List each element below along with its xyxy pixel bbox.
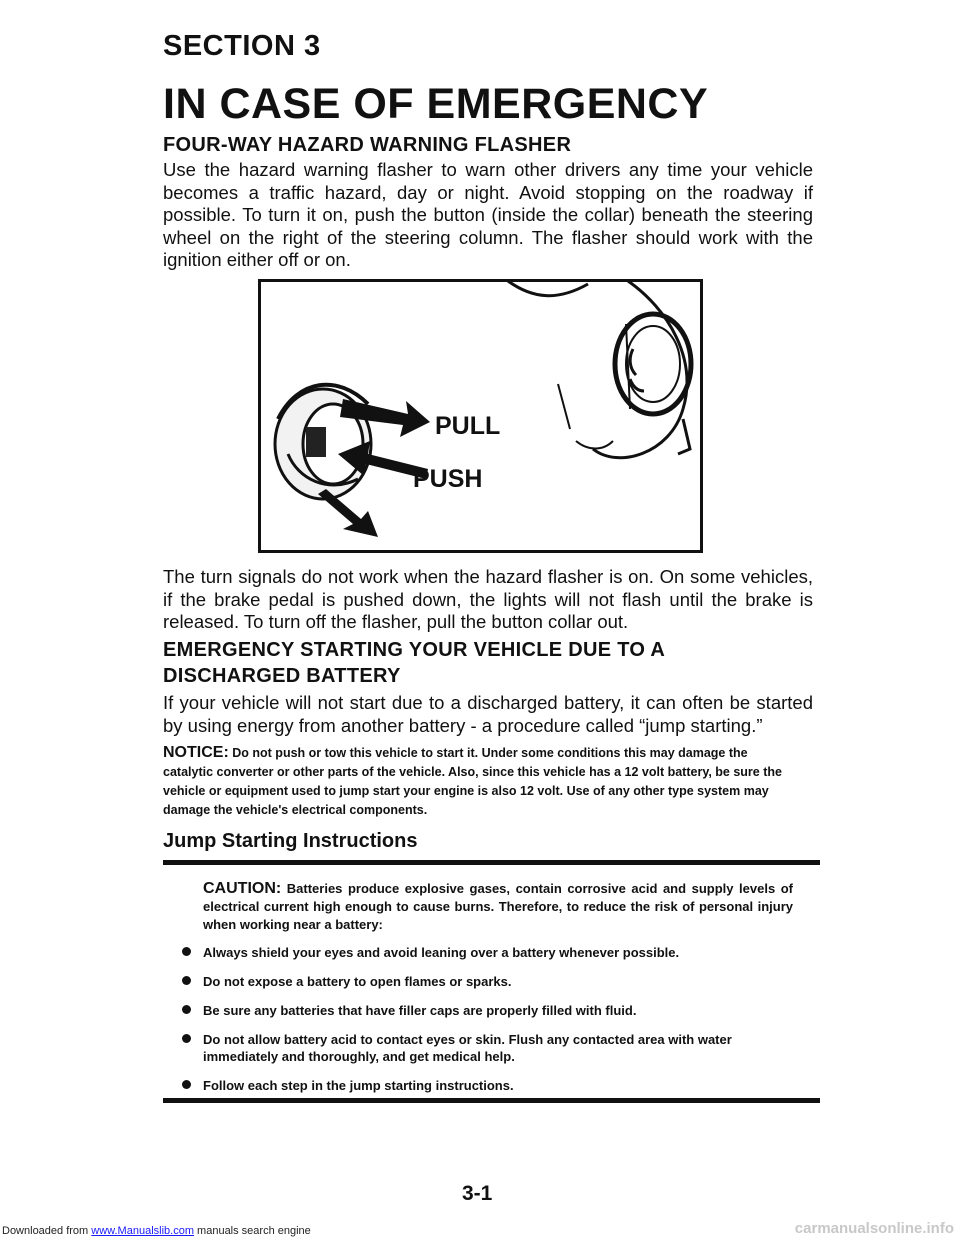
caution-bullet-list (182, 944, 798, 1106)
page-title: IN CASE OF EMERGENCY (163, 80, 709, 128)
caution-top-rule (163, 860, 820, 865)
list-item: Always shield your eyes and avoid leaning over a battery whenever possible. (182, 944, 798, 961)
pull-label: PULL (435, 412, 501, 440)
list-item: Do not expose a battery to open flames or sparks. (182, 973, 798, 990)
list-item: Do not allow battery acid to contact eyes or skin. Flush any contacted area with water immediately and thoroughly, and get medical help. (182, 1031, 798, 1065)
emergency-heading-line2: DISCHARGED BATTERY (163, 665, 401, 687)
bullet-icon (182, 1080, 191, 1089)
site-watermark: carmanualsonline.info (794, 1220, 954, 1237)
turn-signal-paragraph: The turn signals do not work when the hazard flasher is on. On some vehicles, if the brake pedal is pushed down, the lights will not flash until the brake is released. To turn off the flasher, pull the button collar out. (163, 566, 813, 632)
caution-label: CAUTION: (203, 880, 282, 897)
bullet-icon (182, 947, 191, 956)
footer-prefix: Downloaded from (2, 1225, 89, 1237)
hazard-flasher-drawing (258, 279, 703, 553)
bullet-icon (182, 976, 191, 985)
hazard-heading: FOUR-WAY HAZARD WARNING FLASHER (163, 134, 572, 156)
footer-suffix: manuals search engine (197, 1225, 311, 1237)
jump-starting-paragraph: If your vehicle will not start due to a discharged battery, it can often be started by using energy from another battery - a procedure called “jump starting.” (163, 692, 813, 736)
bullet-icon (182, 1005, 191, 1014)
caution-block (203, 880, 793, 934)
list-item: Be sure any batteries that have filler caps are properly filled with fluid. (182, 1002, 798, 1019)
notice-block (163, 743, 797, 820)
section-label: SECTION 3 (163, 30, 321, 62)
bullet-icon (182, 1034, 191, 1043)
jump-starting-heading: Jump Starting Instructions (163, 830, 418, 852)
caution-text: Batteries produce explosive gases, contain corrosive acid and supply levels of electrical current high enough to cause burns. Therefore, to reduce the risk of personal injury when working near a battery: (203, 881, 793, 932)
caution-bottom-rule (163, 1098, 820, 1103)
hazard-flasher-illustration (258, 279, 703, 553)
push-label: PUSH (413, 465, 483, 493)
download-footer (2, 1225, 311, 1237)
emergency-heading-line1: EMERGENCY STARTING YOUR VEHICLE DUE TO A (163, 639, 666, 661)
notice-text: Do not push or tow this vehicle to start it. Under some conditions this may damage the catalytic converter or other parts of the vehicle. Also, since this vehicle has a 12 volt battery, be sure the vehicle or equipment used to jump start your engine is also 12 volt. Use of any other type system may damage the vehicle's electrical components. (163, 746, 782, 817)
list-item: Follow each step in the jump starting instructions. (182, 1077, 798, 1094)
page-number: 3-1 (462, 1182, 493, 1205)
notice-label: NOTICE: (163, 744, 229, 761)
hazard-paragraph: Use the hazard warning flasher to warn other drivers any time your vehicle becomes a traffic hazard, day or night. Avoid stopping on the roadway if possible. To turn it on, push the button (inside the collar) beneath the steering wheel on the right of the steering column. The flasher should work with the ignition either off or on. (163, 159, 813, 270)
manualslib-link[interactable]: www.Manualslib.com (91, 1225, 194, 1237)
